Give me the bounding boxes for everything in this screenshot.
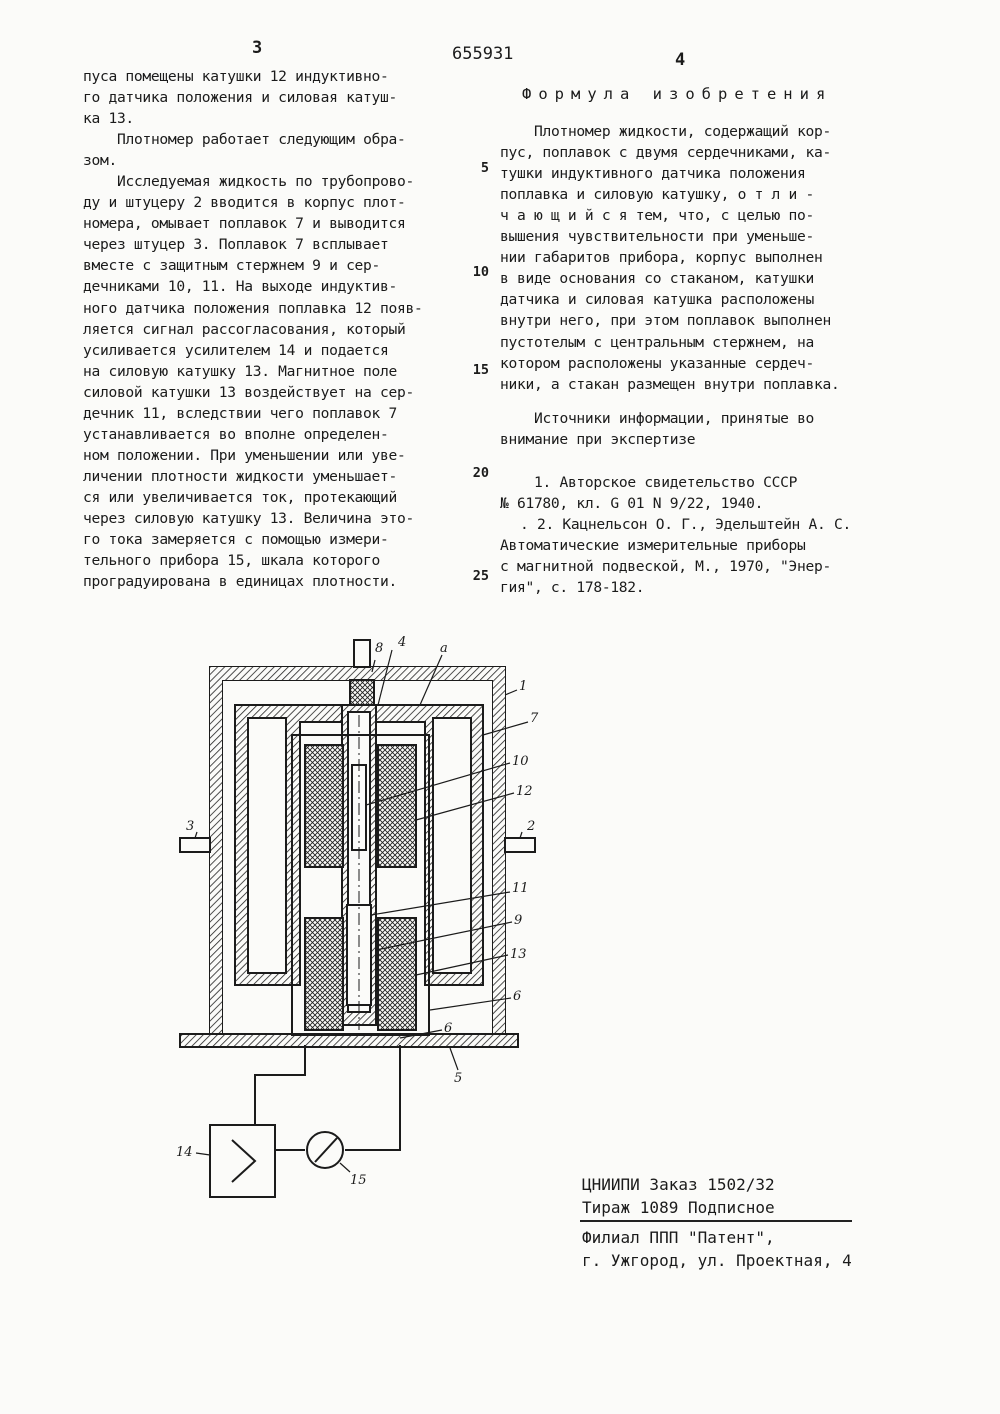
label-7: 7 — [530, 711, 539, 726]
text-line: на силовую катушку 13. Магнитное поле — [83, 362, 397, 380]
line-number: 25 — [472, 568, 489, 584]
label-14: 14 — [176, 1145, 193, 1160]
formula-title: Формула изобретения — [522, 85, 833, 103]
claim-line: ч а ю щ и й с я тем, что, с целью по- — [500, 207, 814, 225]
line-number: 10 — [472, 264, 489, 280]
line-number: 20 — [472, 465, 489, 481]
claim-line: поплавка и силовую катушку, о т л и - — [500, 186, 814, 204]
label-8: 8 — [375, 641, 384, 656]
claim-line: внутри него, при этом поплавок выполнен — [500, 312, 831, 330]
claim-line: нии габаритов прибора, корпус выполнен — [500, 249, 823, 267]
text-line: ном положении. При уменьшении или уве- — [83, 446, 406, 464]
reference-line: 1. Авторское свидетельство СССР — [534, 473, 798, 491]
claim-line: вышения чувствительности при уменьше- — [500, 228, 814, 246]
sensor-coil-left — [305, 745, 343, 867]
label-3: 3 — [186, 819, 195, 834]
wire-to-meter — [345, 1045, 400, 1150]
claim-line: Плотномер жидкости, содержащий кор- — [534, 123, 832, 141]
imprint-line-4: г. Ужгород, ул. Проектная, 4 — [582, 1251, 852, 1270]
label-15: 15 — [350, 1173, 367, 1188]
outlet-fitting — [180, 838, 210, 852]
housing-top-hatch — [210, 667, 505, 680]
text-line: ду и штуцеру 2 вводится в корпус плот- — [83, 194, 406, 212]
imprint-divider — [580, 1220, 852, 1222]
housing-left-hatch — [210, 667, 222, 1035]
left-column — [83, 66, 422, 592]
label-2: 2 — [527, 819, 536, 834]
text-line: зом. — [83, 152, 117, 170]
label-a: a — [440, 641, 448, 656]
label-1: 1 — [519, 679, 528, 694]
imprint-line-2: Тираж 1089 Подписное — [582, 1198, 775, 1217]
claim-line: пустотелым с центральным стержнем, на — [500, 333, 814, 351]
sensor-coil-right — [378, 745, 416, 867]
text-line: устанавливается во вполне определен- — [83, 425, 389, 443]
reference-line: № 61780, кл. G 01 N 9/22, 1940. — [500, 494, 764, 512]
label-11: 11 — [512, 881, 529, 896]
text-line: усиливается усилителем 14 и подается — [83, 341, 389, 359]
reference-line: с магнитной подвеской, М., 1970, "Энер- — [500, 557, 831, 575]
claim-line: тушки индуктивного датчика положения — [500, 165, 806, 183]
label-5: 5 — [454, 1071, 463, 1086]
patent-number: 655931 — [452, 44, 514, 64]
text-line: ся или увеличивается ток, протекающий — [83, 488, 397, 506]
claim-line: котором расположены указанные сердеч- — [500, 354, 814, 372]
sources-line: Источники информации, принятые во — [534, 409, 815, 427]
meter-needle — [315, 1138, 337, 1162]
inlet-fitting — [505, 838, 535, 852]
text-line: дечниками 10, 11. На выходе индуктив- — [83, 278, 397, 296]
left-page-number: 3 — [252, 38, 263, 58]
line-number: 5 — [480, 160, 489, 176]
text-line: Плотномер работает следующим обра- — [117, 131, 406, 149]
label-9: 9 — [514, 913, 523, 928]
power-coil-left — [305, 918, 343, 1030]
label-13: 13 — [510, 947, 527, 962]
text-line: тельного прибора 15, шкала которого — [83, 552, 381, 570]
text-line: го тока замеряется с помощью измери- — [83, 531, 389, 549]
label-4: 4 — [398, 635, 407, 650]
wire-to-amplifier — [255, 1045, 305, 1125]
reference-line: Автоматические измерительные приборы — [500, 536, 806, 554]
label-10: 10 — [512, 754, 529, 769]
text-line: Исследуемая жидкость по трубопрово- — [117, 173, 415, 191]
float-cavity-left — [248, 718, 286, 973]
right-page-number: 4 — [675, 50, 686, 70]
text-line: вместе с защитным стержнем 9 и сер- — [83, 257, 381, 275]
power-coil-right — [378, 918, 416, 1030]
claim-line: пус, поплавок с двумя сердечниками, ка- — [500, 144, 831, 162]
text-line: номера, омывает поплавок 7 и выводится — [83, 215, 406, 233]
text-line: дечник 11, вследствии чего поплавок 7 — [83, 404, 397, 422]
right-column — [500, 84, 851, 598]
text-line: проградуирована в единицах плотности. — [83, 573, 397, 591]
line-number: 15 — [472, 362, 489, 378]
claim-line: датчика и силовая катушка расположены — [500, 291, 814, 309]
imprint-line-3: Филиал ППП "Патент", — [582, 1228, 775, 1247]
label-6: 6 — [513, 989, 522, 1004]
label-12: 12 — [516, 784, 533, 799]
amplifier-box — [210, 1125, 275, 1197]
claim-line: в виде основания со стаканом, катушки — [500, 270, 814, 288]
text-line: через силовую катушку 13. Величина это- — [83, 509, 414, 527]
imprint-line-1: ЦНИИПИ Заказ 1502/32 — [582, 1175, 775, 1194]
reference-line: гия", с. 178-182. — [500, 578, 645, 596]
text-line: ного датчика положения поплавка 12 появ- — [83, 299, 423, 317]
amplifier-symbol — [232, 1140, 255, 1182]
text-line: через штуцер 3. Поплавок 7 всплывает — [83, 236, 389, 254]
housing-right-hatch — [493, 667, 505, 1035]
top-fitting — [354, 640, 370, 667]
text-line: ляется сигнал рассогласования, который — [83, 320, 406, 338]
reference-line: . 2. Кацнельсон О. Г., Эдельштейн А. С. — [520, 515, 851, 533]
sources-line: внимание при экспертизе — [500, 430, 696, 448]
densimeter-drawing — [0, 620, 1000, 1220]
text-line: силовой катушки 13 воздействует на сер- — [83, 383, 414, 401]
text-line: ка 13. — [83, 110, 134, 128]
claim-line: ники, а стакан размещен внутри поплавка. — [500, 375, 840, 393]
text-line: личении плотности жидкости уменьшает- — [83, 467, 397, 485]
label-6b: 6 — [444, 1021, 453, 1036]
text-line: пуса помещены катушки 12 индуктивно- — [83, 68, 389, 85]
text-line: го датчика положения и силовая катуш- — [83, 89, 397, 107]
